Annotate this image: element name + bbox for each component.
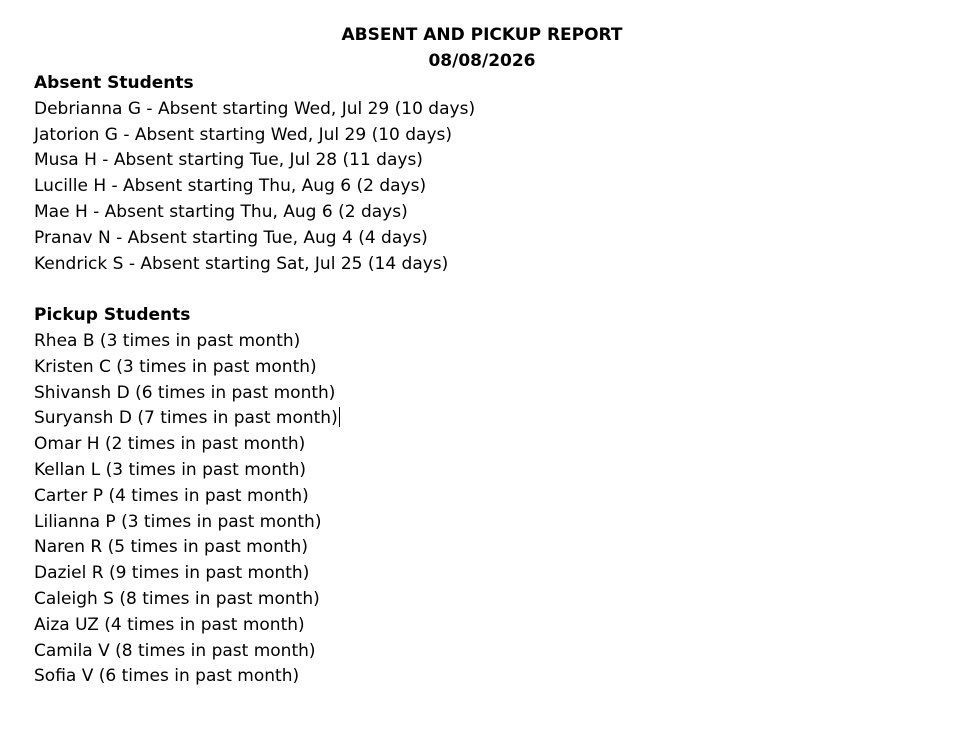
pickup-student-line: Omar H (2 times in past month) bbox=[34, 434, 306, 455]
absent-student-line: Pranav N - Absent starting Tue, Aug 4 (4 days) bbox=[34, 227, 428, 248]
pickup-student-line-with-cursor bbox=[34, 406, 934, 432]
pickup-student-line: Sofia V (6 times in past month) bbox=[34, 666, 300, 687]
pickup-student-line: Lilianna P (3 times in past month) bbox=[34, 511, 322, 532]
pickup-student-line: Carter P (4 times in past month) bbox=[34, 485, 309, 506]
absent-student-line: Jatorion G - Absent starting Wed, Jul 29 (10 days) bbox=[34, 124, 453, 145]
pickup-student-line: Shivansh D (6 times in past month) bbox=[34, 382, 336, 403]
absent-student-line: Debrianna G - Absent starting Wed, Jul 29 (10 days) bbox=[34, 98, 476, 119]
text-cursor bbox=[339, 407, 340, 427]
absent-student-line: Musa H - Absent starting Tue, Jul 28 (11 days) bbox=[34, 150, 423, 171]
pickup-students-heading: Pickup Students bbox=[34, 305, 191, 326]
absent-student-line: Lucille H - Absent starting Thu, Aug 6 (2 days) bbox=[34, 176, 427, 197]
pickup-student-line: Daziel R (9 times in past month) bbox=[34, 563, 310, 584]
section-spacer bbox=[34, 277, 934, 303]
pickup-student-line: Aiza UZ (4 times in past month) bbox=[34, 614, 305, 635]
pickup-student-line: Kellan L (3 times in past month) bbox=[34, 459, 307, 480]
pickup-student-text: Suryansh D (7 times in past month) bbox=[34, 408, 338, 429]
absent-students-heading: Absent Students bbox=[34, 73, 194, 93]
report-body[interactable] bbox=[34, 71, 934, 690]
pickup-student-line: Caleigh S (8 times in past month) bbox=[34, 588, 320, 609]
pickup-student-line: Camila V (8 times in past month) bbox=[34, 640, 316, 661]
absent-student-line: Kendrick S - Absent starting Sat, Jul 25 (14 days) bbox=[34, 253, 449, 274]
absent-student-line: Mae H - Absent starting Thu, Aug 6 (2 days) bbox=[34, 201, 408, 222]
pickup-student-line: Naren R (5 times in past month) bbox=[34, 537, 308, 558]
report-header bbox=[0, 22, 964, 74]
pickup-student-line: Kristen C (3 times in past month) bbox=[34, 356, 317, 377]
report-date: 08/08/2026 bbox=[428, 51, 536, 71]
pickup-student-line: Rhea B (3 times in past month) bbox=[34, 330, 301, 351]
report-title: ABSENT AND PICKUP REPORT bbox=[341, 25, 623, 45]
